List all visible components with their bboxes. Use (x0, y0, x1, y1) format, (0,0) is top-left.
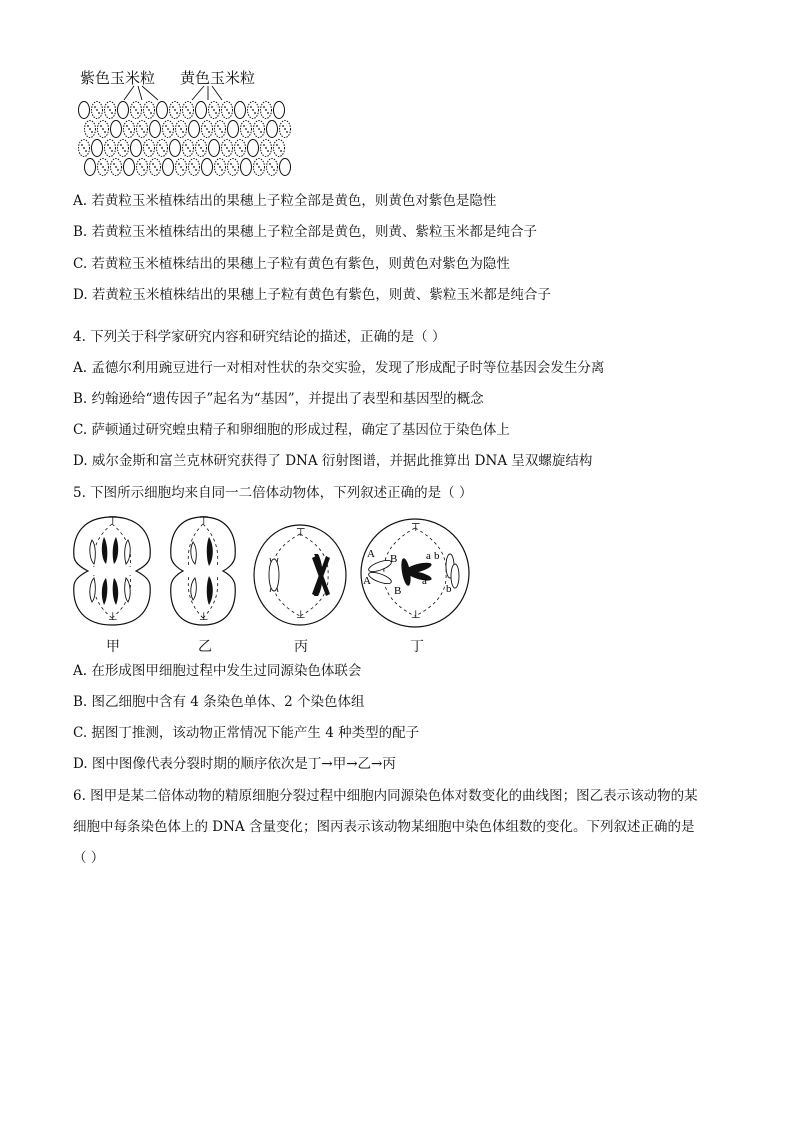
q6-line-2: 细胞中每条染色体上的 DNA 含量变化；图丙表示该动物某细胞中染色体组数的变化。下列叙述正确的是 (73, 819, 695, 835)
caption-bing: 丙 (294, 639, 308, 655)
kernel-dot (211, 106, 213, 108)
kernel-dot (221, 131, 223, 133)
corn-kernel (150, 121, 161, 138)
kernel-dot (100, 163, 102, 165)
kernel-dot (280, 150, 282, 152)
ding-label-b2: b (446, 583, 452, 595)
kernel-dot (208, 131, 210, 133)
svg-text:⊤: ⊤ (296, 527, 306, 539)
kernel-dot (91, 131, 93, 133)
kernel-dot (126, 125, 128, 127)
kernel-dot (104, 169, 106, 171)
kernel-dot (258, 128, 260, 130)
caption-ding: 丁 (410, 639, 424, 655)
q5-option-a: A. 在形成图甲细胞过程中发生过同源染色体联会 (73, 663, 362, 679)
kernel-dot (165, 125, 167, 127)
kernel-dot (252, 109, 254, 111)
purple-kernel-label: 紫色玉米粒 (80, 69, 156, 87)
q5-option-c: C. 据图丁推测，该动物正常情况下能产生 4 种类型的配子 (73, 725, 420, 741)
svg-text:⊥: ⊥ (199, 611, 209, 623)
kernel-dot (107, 106, 109, 108)
kernel-dot (228, 112, 230, 114)
corn-kernel (202, 159, 213, 176)
q3-option-a: A. 若黄粒玉米植株结出的果穗上子粒全部是黄色，则黄色对紫色是隐性 (73, 193, 497, 209)
svg-text:⊥: ⊥ (296, 609, 306, 621)
ding-label-A1: A (367, 548, 375, 560)
corn-kernel (196, 102, 207, 119)
corn-kernel (111, 121, 122, 138)
kernel-dot (269, 163, 271, 165)
kernel-dot (226, 109, 228, 111)
ding-label-a1: a (426, 550, 431, 562)
kernel-dot (217, 125, 219, 127)
corn-kernel (267, 121, 278, 138)
kernel-dot (271, 166, 273, 168)
kernel-dot (169, 131, 171, 133)
kernel-dot (120, 144, 122, 146)
kernel-dot (137, 112, 139, 114)
kernel-dot (217, 163, 219, 165)
kernel-dot (85, 150, 87, 152)
kernel-dot (239, 147, 241, 149)
corn-kernel (248, 140, 259, 157)
kernel-dot (200, 147, 202, 149)
kernel-dot (180, 166, 182, 168)
svg-text:⊤: ⊤ (411, 522, 421, 534)
corn-kernel (209, 140, 220, 157)
kernel-dot (100, 125, 102, 127)
kernel-dot (232, 166, 234, 168)
q6-line-3: （ ） (73, 850, 105, 866)
kernel-dot (182, 169, 184, 171)
kernel-dot (276, 144, 278, 146)
cell-figure-yi (161, 512, 245, 630)
corn-kernel (170, 140, 181, 157)
kernel-dot (243, 125, 245, 127)
kernel-dot (260, 169, 262, 171)
kernel-dot (159, 144, 161, 146)
kernel-dot (113, 163, 115, 165)
svg-text:⊤: ⊤ (108, 515, 118, 527)
kernel-dot (102, 128, 104, 130)
kernel-dot (206, 128, 208, 130)
kernel-dot (178, 163, 180, 165)
kernel-dot (258, 166, 260, 168)
kernel-dot (219, 166, 221, 168)
kernel-dot (221, 169, 223, 171)
cell-figure-ding (358, 516, 472, 630)
kernel-dot (141, 166, 143, 168)
kernel-dot (117, 169, 119, 171)
q5-stem: 5. 下图所示细胞均来自同一二倍体动物体，下列叙述正确的是（ ） (73, 485, 473, 501)
kernel-dot (228, 150, 230, 152)
kernel-dot (230, 163, 232, 165)
kernel-dot (152, 163, 154, 165)
kernel-dot (135, 109, 137, 111)
kernel-dot (219, 128, 221, 130)
corn-kernel (79, 102, 90, 119)
caption-jia: 甲 (106, 639, 120, 655)
kernel-dot (124, 150, 126, 152)
q3-option-b: B. 若黄粒玉米植株结出的果穗上子粒全部是黄色，则黄、紫粒玉米都是纯合子 (73, 224, 538, 240)
kernel-dot (174, 109, 176, 111)
corn-kernel (241, 159, 252, 176)
kernel-dot (111, 112, 113, 114)
kernel-dot (143, 169, 145, 171)
kernel-dot (215, 112, 217, 114)
kernel-dot (224, 106, 226, 108)
kernel-dot (143, 131, 145, 133)
q5-option-b: B. 图乙细胞中含有 4 条染色单体、2 个染色体组 (73, 694, 365, 710)
kernel-dot (96, 109, 98, 111)
corn-ear-figure (72, 84, 302, 184)
yellow-kernel-label: 黄色玉米粒 (180, 69, 256, 87)
kernel-dot (128, 128, 130, 130)
cell-figure-jia (70, 512, 154, 630)
kernel-dot (267, 112, 269, 114)
svg-text:⊥: ⊥ (108, 611, 118, 623)
kernel-dot (189, 112, 191, 114)
kernel-dot (256, 163, 258, 165)
kernel-dot (284, 128, 286, 130)
q6-line-1: 6. 图甲是某二倍体动物的精原细胞分裂过程中细胞内同源染色体对数变化的曲线图；图乙表示该动物的某 (73, 788, 698, 804)
q4-option-c: C. 萨顿通过研究蝗虫精子和卵细胞的形成过程，确定了基因位于染色体上 (73, 422, 510, 438)
kernel-dot (247, 131, 249, 133)
kernel-dot (191, 163, 193, 165)
kernel-dot (185, 144, 187, 146)
corn-kernel (118, 102, 129, 119)
kernel-dot (187, 109, 189, 111)
caption-yi: 乙 (198, 639, 212, 655)
q3-option-c: C. 若黄粒玉米植株结出的果穗上子粒有黄色有紫色，则黄色对紫色为隐性 (73, 256, 510, 272)
kernel-dot (104, 131, 106, 133)
kernel-dot (111, 150, 113, 152)
kernel-dot (198, 144, 200, 146)
kernel-dot (256, 125, 258, 127)
kernel-dot (148, 147, 150, 149)
kernel-dot (87, 125, 89, 127)
corn-kernel (157, 102, 168, 119)
kernel-dot (139, 163, 141, 165)
kernel-dot (167, 128, 169, 130)
kernel-dot (130, 131, 132, 133)
kernel-dot (195, 169, 197, 171)
kernel-dot (237, 144, 239, 146)
kernel-dot (187, 147, 189, 149)
kernel-dot (109, 109, 111, 111)
kernel-dot (148, 109, 150, 111)
kernel-dot (185, 106, 187, 108)
ding-label-B1: B (390, 553, 398, 565)
kernel-dot (267, 150, 269, 152)
kernel-dot (89, 128, 91, 130)
kernel-dot (176, 112, 178, 114)
kernel-dot (234, 169, 236, 171)
kernel-dot (286, 131, 288, 133)
kernel-dot (156, 169, 158, 171)
ding-label-b1: b (434, 550, 440, 562)
kernel-dot (263, 144, 265, 146)
q4-option-a: A. 孟德尔利用豌豆进行一对相对性状的杂交实验，发现了形成配子时等位基因会发生分离 (73, 360, 605, 376)
kernel-dot (139, 125, 141, 127)
kernel-dot (83, 147, 85, 149)
corn-kernel (235, 102, 246, 119)
kernel-dot (241, 150, 243, 152)
kernel-dot (150, 112, 152, 114)
q4-option-d: D. 威尔金斯和富兰克林研究获得了 DNA 衍射图谱，并据此推算出 DNA 呈双螺旋结构 (73, 453, 593, 469)
corn-kernel (92, 140, 103, 157)
kernel-dot (250, 106, 252, 108)
kernel-dot (254, 112, 256, 114)
kernel-dot (172, 106, 174, 108)
corn-kernel (131, 140, 142, 157)
kernel-dot (180, 128, 182, 130)
q4-option-b: B. 约翰逊给“遗传因子”起名为“基因”，并提出了表型和基因型的概念 (73, 391, 484, 407)
corn-kernel (124, 159, 135, 176)
q5-option-d: D. 图中图像代表分裂时期的顺序依次是丁→甲→乙→丙 (73, 756, 396, 772)
kernel-dot (115, 166, 117, 168)
kernel-dot (141, 128, 143, 130)
kernel-dot (202, 150, 204, 152)
kernel-dot (102, 166, 104, 168)
cell-figure-bing (250, 520, 350, 630)
kernel-dot (224, 144, 226, 146)
svg-text:⊥: ⊥ (411, 609, 421, 621)
kernel-dot (178, 125, 180, 127)
ding-label-A2: A (363, 575, 371, 587)
kernel-dot (150, 150, 152, 152)
kernel-dot (273, 169, 275, 171)
q4-stem: 4. 下列关于科学家研究内容和研究结论的描述，正确的是（ ） (73, 329, 446, 345)
corn-kernel (163, 159, 174, 176)
q3-option-d: D. 若黄粒玉米植株结出的果穗上子粒有黄色有紫色，则黄、紫粒玉米都是纯合子 (73, 287, 551, 303)
kernel-dot (94, 106, 96, 108)
kernel-dot (265, 109, 267, 111)
kernel-dot (154, 166, 156, 168)
kernel-dot (133, 106, 135, 108)
kernel-dot (107, 144, 109, 146)
corn-kernel (85, 159, 96, 176)
kernel-dot (122, 147, 124, 149)
kernel-dot (163, 150, 165, 152)
kernel-dot (278, 147, 280, 149)
kernel-dot (161, 147, 163, 149)
kernel-dot (98, 112, 100, 114)
kernel-dot (213, 109, 215, 111)
kernel-dot (226, 147, 228, 149)
corn-kernel (189, 121, 200, 138)
kernel-dot (263, 106, 265, 108)
kernel-dot (146, 106, 148, 108)
kernel-dot (282, 125, 284, 127)
corn-kernel (228, 121, 239, 138)
corn-kernel (280, 159, 291, 176)
ding-label-B2: B (394, 585, 402, 597)
kernel-dot (265, 147, 267, 149)
svg-text:⊤: ⊤ (199, 515, 209, 527)
kernel-dot (182, 131, 184, 133)
ding-label-a2: a (422, 575, 427, 587)
kernel-dot (146, 144, 148, 146)
kernel-dot (260, 131, 262, 133)
corn-kernel (274, 102, 285, 119)
kernel-dot (81, 144, 83, 146)
kernel-dot (245, 128, 247, 130)
kernel-dot (193, 166, 195, 168)
kernel-dot (109, 147, 111, 149)
kernel-dot (204, 125, 206, 127)
kernel-dot (189, 150, 191, 152)
